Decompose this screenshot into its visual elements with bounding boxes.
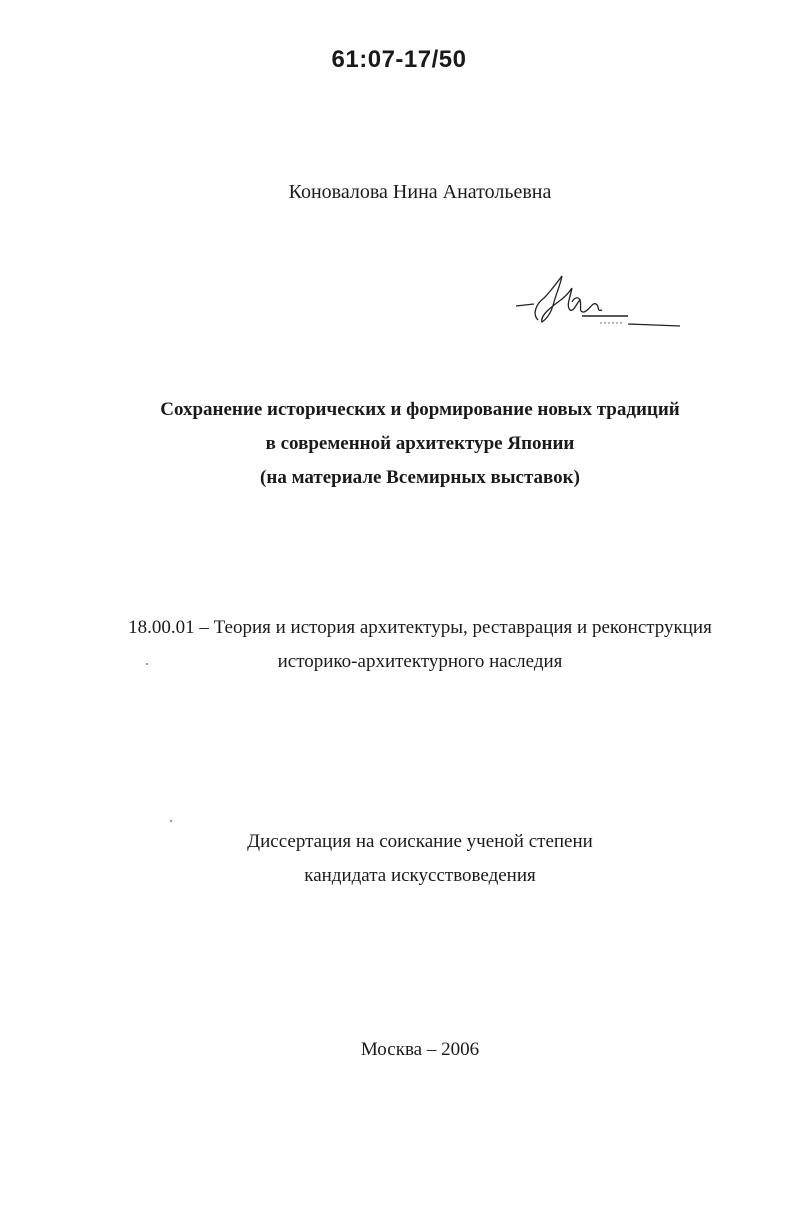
degree-line: кандидата искусствоведения	[304, 865, 536, 886]
handwritten-signature	[510, 268, 690, 338]
scan-speck	[146, 663, 148, 665]
dissertation-title	[0, 393, 798, 495]
title-line: Сохранение исторических и формирование новых традиций	[160, 399, 680, 420]
degree-statement	[0, 825, 798, 893]
title-line: (на материале Всемирных выставок)	[260, 467, 580, 488]
registry-code	[0, 46, 798, 74]
registry-code-text: 61:07-17/50	[331, 46, 467, 73]
title-line: в современной архитектуре Японии	[265, 433, 575, 454]
city-and-year: Москва – 2006	[360, 1039, 480, 1060]
degree-line: Диссертация на соискание ученой степени	[247, 831, 593, 852]
scan-speck	[170, 820, 172, 822]
specialty-line: 18.00.01 – Теория и история архитектуры, реставрация и реконструкция	[128, 617, 712, 638]
author-name: Коновалова Нина Анатольевна	[288, 181, 552, 203]
specialty-line: историко-архитектурного наследия	[277, 651, 563, 672]
specialty-code	[0, 611, 798, 679]
